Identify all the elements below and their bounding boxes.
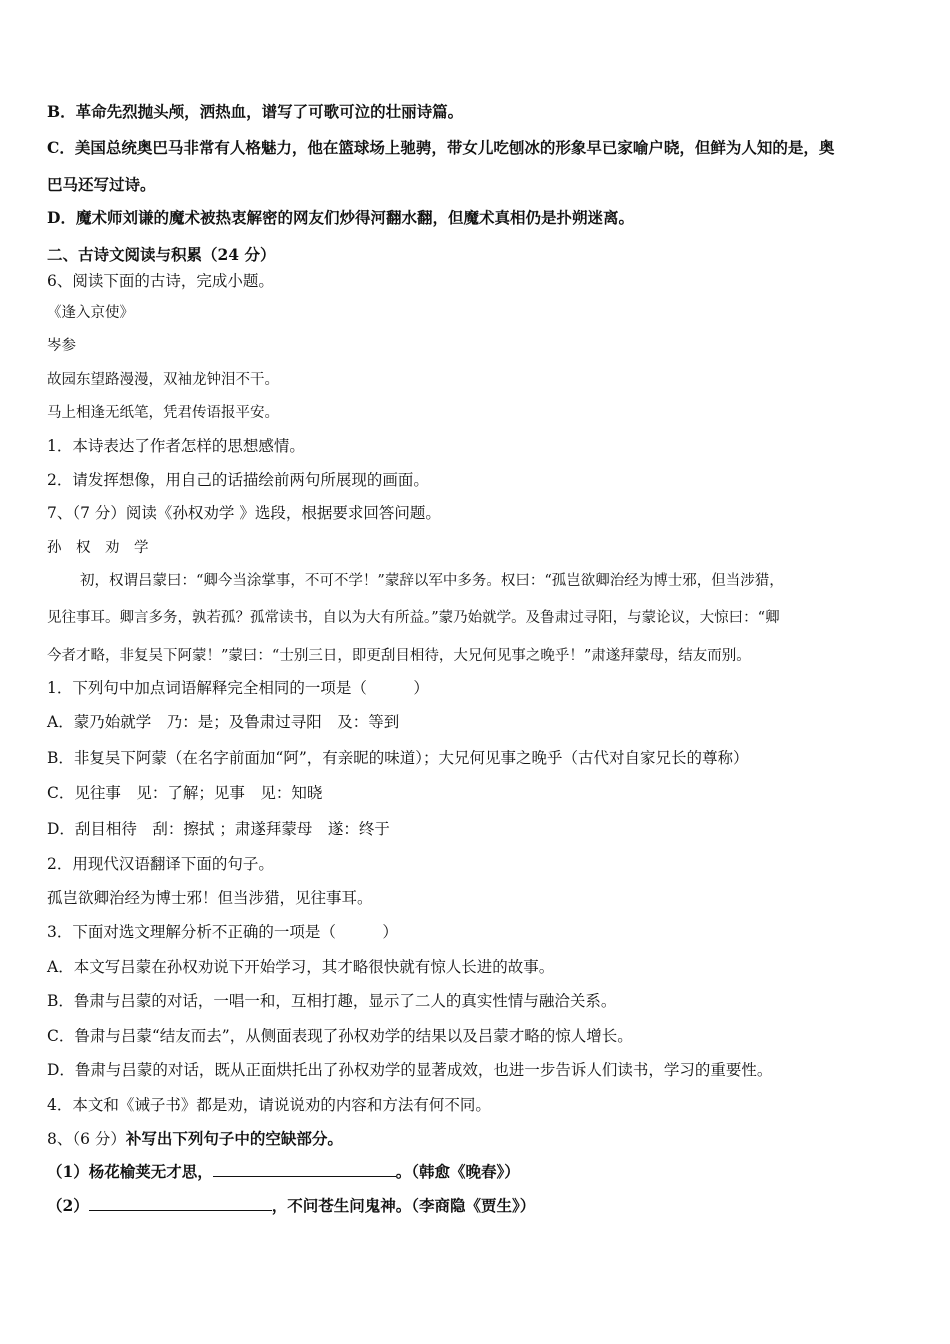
q8-item-2-before: （2） [47, 1196, 89, 1215]
q6-stem: 6、阅读下面的古诗，完成小题。 [47, 272, 274, 290]
q7-sub1-option-b: B．非复吴下阿蒙（在名字前面加“阿”，有亲昵的味道）；大兄何见事之晚乎（古代对自家兄长的尊称） [47, 749, 749, 767]
q8-item-2-blank[interactable] [89, 1196, 272, 1211]
q6-sub1: 1．本诗表达了作者怎样的思想感情。 [47, 437, 305, 455]
q7-sub1-option-c: C．见往事 见：了解；见事 见：知晓 [47, 784, 323, 802]
passage-line-1: 初，权谓吕蒙曰：“卿今当涂掌事，不可不学！”蒙辞以军中多务。权曰：“孤岂欲卿治经为博士邪，但当涉猎， [80, 573, 784, 589]
q8-item-1 [47, 1161, 520, 1183]
poem-author: 岑参 [47, 338, 76, 354]
q8-item-2-after: ，不问苍生问鬼神。（李商隐《贾生》） [271, 1196, 536, 1215]
passage-title: 孙 权 劝 学 [47, 540, 149, 556]
q7-sub2-stem: 2．用现代汉语翻译下面的句子。 [47, 855, 274, 873]
q5-option-c-line1: C．美国总统奥巴马非常有人格魅力，他在篮球场上驰骋，带女儿吃刨冰的形象早已家喻户晓，但鲜为人知的是，奥 [47, 138, 835, 157]
q7-stem: 7、（7 分）阅读《孙权劝学 》选段，根据要求回答问题。 [47, 504, 441, 522]
q8-stem-instruction: 补写出下列句子中的空缺部分。 [125, 1129, 343, 1148]
q7-sub4: 4．本文和《诫子书》都是劝，请说说劝的内容和方法有何不同。 [47, 1096, 491, 1114]
q8-stem [47, 1128, 343, 1150]
poem-line-2: 马上相逢无纸笔，凭君传语报平安。 [47, 405, 279, 421]
q8-stem-prefix: 8、（6 分） [47, 1130, 126, 1148]
q7-sub1-option-d: D．刮目相待 刮：擦拭 ；肃遂拜蒙母 遂：终于 [47, 820, 390, 838]
section2-title: 二、古诗文阅读与积累（24 分） [47, 245, 276, 264]
q8-item-1-after: 。（韩愈《晚春》） [395, 1162, 520, 1181]
q7-sub1-option-a: A．蒙乃始就学 乃：是；及鲁肃过寻阳 及：等到 [47, 713, 400, 731]
passage-line-2: 见往事耳。卿言多务，孰若孤？孤常读书，自以为大有所益。”蒙乃始就学。及鲁肃过寻阳，与蒙论议，大惊曰：“卿 [47, 610, 780, 626]
q8-item-2 [47, 1195, 535, 1217]
q7-sub3-stem: 3．下面对选文理解分析不正确的一项是（ ） [47, 923, 398, 941]
q5-option-b: B．革命先烈抛头颅，洒热血，谱写了可歌可泣的壮丽诗篇。 [47, 102, 464, 121]
q7-sub3-option-c: C．鲁肃与吕蒙“结友而去”，从侧面表现了孙权劝学的结果以及吕蒙才略的惊人增长。 [47, 1027, 633, 1045]
poem-line-1: 故园东望路漫漫，双袖龙钟泪不干。 [47, 372, 279, 388]
q8-item-1-before: （1）杨花榆荚无才思， [47, 1162, 213, 1181]
q5-option-d: D．魔术师刘谦的魔术被热衷解密的网友们炒得河翻水翻，但魔术真相仍是扑朔迷离。 [47, 208, 634, 227]
q7-sub3-option-d: D．鲁肃与吕蒙的对话，既从正面烘托出了孙权劝学的显著成效，也进一步告诉人们读书，学习的重要性。 [47, 1061, 773, 1079]
q7-sub3-option-a: A．本文写吕蒙在孙权劝说下开始学习，其才略很快就有惊人长进的故事。 [47, 958, 555, 976]
q8-item-1-blank[interactable] [213, 1162, 396, 1177]
passage-line-3: 今者才略，非复吴下阿蒙！”蒙曰：“士别三日，即更刮目相待，大兄何见事之晚乎！”肃遂拜蒙母，结友而别。 [47, 648, 751, 664]
q7-sub1-stem: 1．下列句中加点词语解释完全相同的一项是（ ） [47, 679, 429, 697]
poem-title: 《逢入京使》 [47, 305, 134, 321]
q7-sub3-option-b: B．鲁肃与吕蒙的对话，一唱一和，互相打趣，显示了二人的真实性情与融洽关系。 [47, 992, 617, 1010]
q7-sub2-sentence: 孤岂欲卿治经为博士邪！但当涉猎，见往事耳。 [47, 889, 373, 907]
q6-sub2: 2．请发挥想像，用自己的话描绘前两句所展现的画面。 [47, 471, 429, 489]
q5-option-c-line2: 巴马还写过诗。 [47, 175, 156, 194]
